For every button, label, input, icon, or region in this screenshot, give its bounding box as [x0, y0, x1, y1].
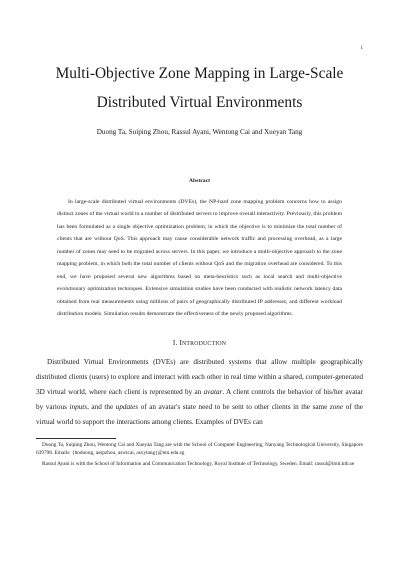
- intro-text-4: of an avatar's state need to be sent to other clients in the same: [138, 403, 330, 412]
- abstract-heading: Abstract: [188, 178, 211, 184]
- author-list: Duong Ta, Suiping Zhou, Rassul Ayani, Wentong Cai and Xueyan Tang: [96, 128, 303, 136]
- section-title-initial: I: [179, 338, 183, 347]
- intro-text-3: , and the: [87, 403, 116, 412]
- footnote-affiliation-ntu: Duong Ta, Suiping Zhou, Wentong Cai and Xueyan Tang are with the School of Computer Engineering, Nanyang Technological University, Singapore 639798. Emails: {hnduong, asspzhou, aswtcai, asxytang}@ntu.edu.sg: [36, 441, 363, 457]
- footnote-affiliation-kth: Rassul Ayani is with the School of Information and Communication Technology, Royal Institute of Technology, Sweden. Email: rassul@imit.kth.se: [42, 460, 355, 467]
- section-heading-introduction: [36, 339, 363, 347]
- footnote-rule: [36, 438, 116, 439]
- page-number: 1: [360, 46, 363, 51]
- paper-title: Multi-Objective Zone Mapping in Large-Scale Distributed Virtual Environments: [55, 65, 344, 111]
- section-title-rest: NTRODUCTION: [182, 340, 227, 347]
- section-number: I.: [172, 338, 178, 347]
- intro-text-2: . A client controls the behavior of his/her avatar by various: [36, 387, 363, 412]
- term-inputs: inputs: [69, 403, 88, 412]
- intro-text-1: Distributed Virtual Environments (DVEs) are distributed systems that allow multiple geographically distributed clients (users) to explore and interact with each other in real time within a shared, computer-generated 3D virtual world, where each client is represented by an: [36, 357, 363, 396]
- abstract-text: In large-scale distributed virtual environments (DVEs), the NP-hard zone mapping problem concerns how to assign distinct zones of the virtual world to a number of distributed servers to improve overall interactivity. Previously, this problem has been formulated as a single objective optimization problem, in which the objective is to minimize the total number of clients that are without QoS. This approach may cause considerable network traffic and processing overhead, as a large number of zones may need to be migrated across servers. In this paper, we introduce a multi-objective approach to the zone mapping problem, in which both the total number of clients without QoS and the migration overhead are considered. To this end, we have proposed several new algorithms based on meta-heuristics such as local search and multi-objective evolutionary optimization techniques. Extensive simulation studies have been conducted with realistic network latency data obtained from real measurements using millions of pairs of geographically distributed IP addresses, and different workload distribution models. Simulation results demonstrate the effectiveness of the newly proposed algorithms.: [57, 199, 342, 318]
- introduction-paragraph: [36, 355, 363, 431]
- intro-text-5: of the virtual world to support the interactions among clients. Examples of DVEs can: [36, 403, 363, 427]
- term-avatar: avatar: [203, 387, 223, 396]
- term-updates: updates: [115, 403, 139, 412]
- term-zone: zone: [329, 403, 344, 412]
